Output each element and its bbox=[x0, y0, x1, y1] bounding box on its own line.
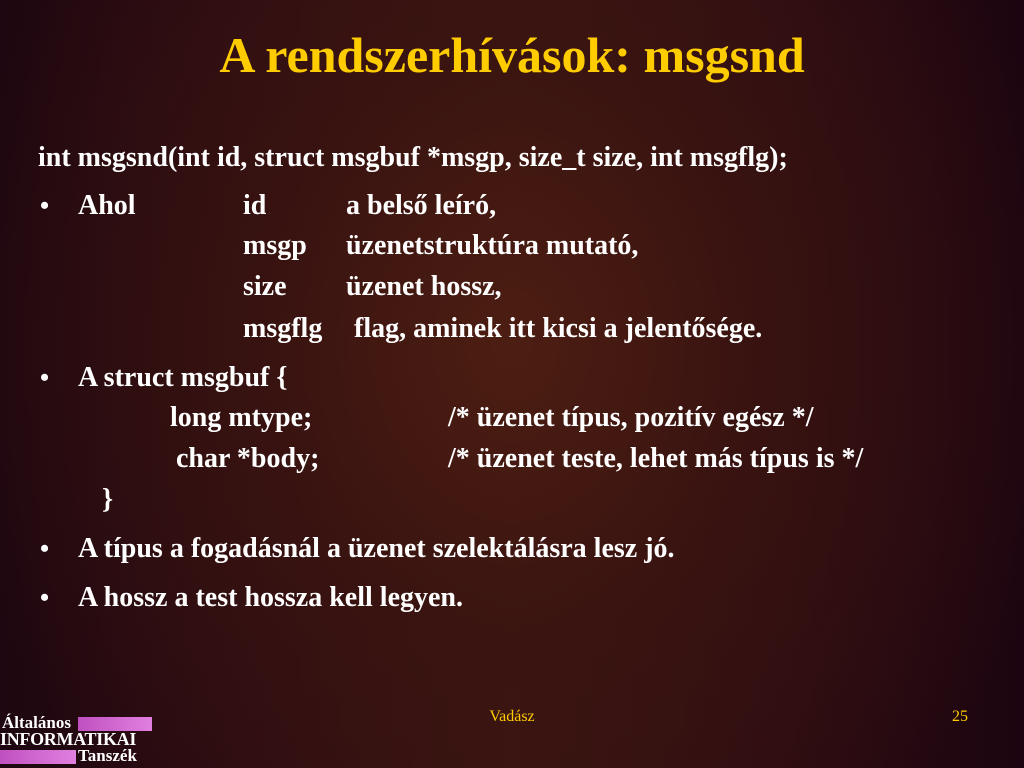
logo-text: Általános bbox=[2, 713, 71, 732]
struct-field-comment: /* üzenet típus, pozitív egész */ bbox=[448, 402, 814, 433]
param-name: msgflg bbox=[243, 313, 323, 344]
param-desc: üzenetstruktúra mutató, bbox=[346, 230, 639, 261]
struct-close: } bbox=[102, 484, 114, 515]
param-desc: flag, aminek itt kicsi a jelentősége. bbox=[354, 313, 763, 344]
logo-bar bbox=[0, 750, 76, 764]
bullet-marker: • bbox=[40, 534, 50, 563]
struct-field-comment: /* üzenet teste, lehet más típus is */ bbox=[448, 443, 864, 474]
function-signature: int msgsnd(int id, struct msgbuf *msgp, size_t size, int msgflg); bbox=[38, 142, 788, 173]
param-desc: a belső leíró, bbox=[346, 190, 497, 221]
department-logo bbox=[0, 714, 156, 768]
struct-field-decl: char *body; bbox=[176, 443, 320, 474]
bullet-marker: • bbox=[40, 583, 50, 612]
bullet-text: A hossz a test hossza kell legyen. bbox=[78, 582, 463, 613]
param-name: size bbox=[243, 271, 287, 302]
logo-text: Tanszék bbox=[78, 746, 137, 765]
param-desc: üzenet hossz, bbox=[346, 271, 502, 302]
footer-author: Vadász bbox=[489, 708, 535, 725]
bullet-marker: • bbox=[40, 191, 50, 220]
bullet-marker: • bbox=[40, 363, 50, 392]
slide-title: A rendszerhívások: msgsnd bbox=[219, 27, 805, 83]
logo-text: INFORMATIKAI bbox=[0, 729, 137, 749]
struct-field-decl: long mtype; bbox=[170, 402, 313, 433]
param-name: msgp bbox=[243, 230, 307, 261]
param-name: id bbox=[243, 190, 267, 221]
ahol-label: Ahol bbox=[78, 190, 136, 221]
struct-open: A struct msgbuf { bbox=[78, 362, 288, 393]
bullet-text: A típus a fogadásnál a üzenet szelektálásra lesz jó. bbox=[78, 533, 675, 564]
page-number: 25 bbox=[952, 708, 968, 725]
